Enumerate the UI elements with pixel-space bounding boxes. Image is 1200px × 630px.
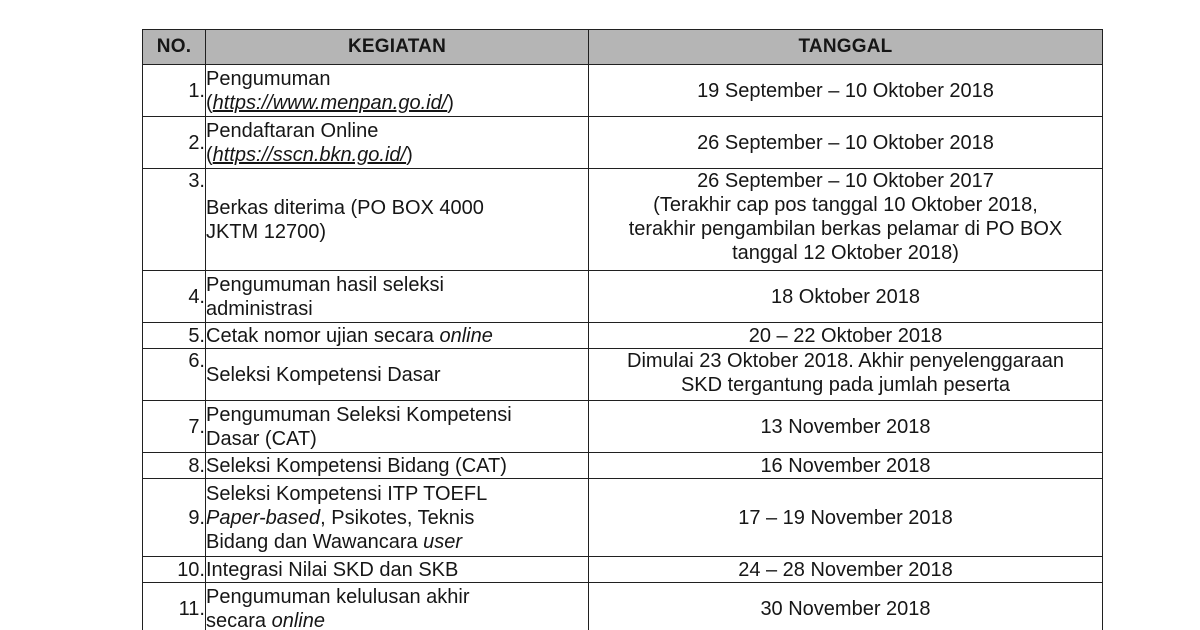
table-row	[143, 65, 1103, 117]
date-cell: 18 Oktober 2018	[589, 271, 1103, 323]
activity-text: Pengumuman kelulusan akhir	[206, 585, 470, 608]
date-cell: 26 September – 10 Oktober 2018	[589, 117, 1103, 169]
activity-text: Dasar (CAT)	[206, 427, 317, 450]
table-row	[143, 323, 1103, 349]
date-text: SKD tergantung pada jumlah peserta	[680, 374, 1011, 396]
menpan-link[interactable]: https://www.menpan.go.id/	[212, 91, 448, 114]
date-note: (Terakhir cap pos tanggal 10 Oktober 2018,	[653, 194, 1038, 216]
activity-italic: online	[271, 609, 325, 630]
date-cell	[589, 349, 1103, 401]
paren-open: (	[206, 143, 213, 166]
activity-cell	[206, 479, 589, 557]
date-cell: 20 – 22 Oktober 2018	[589, 323, 1103, 349]
table-row	[143, 557, 1103, 583]
date-cell	[589, 169, 1103, 271]
table-row	[143, 583, 1103, 630]
activity-cell	[206, 401, 589, 453]
activity-line	[206, 530, 588, 554]
activity-italic: user	[423, 530, 463, 553]
paren-close: )	[406, 143, 413, 166]
table-row	[143, 169, 1103, 271]
paren-close: )	[447, 91, 454, 114]
table-row	[143, 453, 1103, 479]
activity-text: JKTM 12700)	[206, 220, 327, 243]
activity-text: Pendaftaran Online	[206, 119, 379, 142]
table-row	[143, 401, 1103, 453]
activity-text: Pengumuman Seleksi Kompetensi	[206, 403, 512, 426]
row-number: 1.	[143, 65, 206, 117]
row-number: 3.	[143, 169, 206, 271]
activity-cell	[206, 65, 589, 117]
row-number: 2.	[143, 117, 206, 169]
activity-cell	[206, 169, 589, 271]
activity-italic: online	[439, 324, 493, 347]
activity-text: administrasi	[206, 297, 313, 320]
date-text: Dimulai 23 Oktober 2018. Akhir penyelenggaraan	[627, 350, 1064, 372]
activity-text: Pengumuman hasil seleksi	[206, 273, 444, 296]
date-text: 26 September – 10 Oktober 2017	[697, 170, 994, 192]
date-cell: 17 – 19 November 2018	[589, 479, 1103, 557]
activity-text: Seleksi Kompetensi Dasar	[206, 363, 441, 386]
row-number: 5.	[143, 323, 206, 349]
header-kegiatan: KEGIATAN	[206, 30, 589, 65]
date-cell: 30 November 2018	[589, 583, 1103, 630]
activity-text: Pengumuman	[206, 67, 331, 90]
table-row	[143, 349, 1103, 401]
row-number: 8.	[143, 453, 206, 479]
activity-text: Berkas diterima (PO BOX 4000	[206, 196, 484, 219]
activity-cell	[206, 271, 589, 323]
activity-link-line	[206, 143, 588, 167]
activity-text: Bidang dan Wawancara	[206, 530, 424, 553]
row-number: 4.	[143, 271, 206, 323]
header-tanggal: TANGGAL	[589, 30, 1103, 65]
activity-line	[206, 506, 588, 530]
date-note: tanggal 12 Oktober 2018)	[732, 242, 959, 264]
row-number: 10.	[143, 557, 206, 583]
activity-text: Seleksi Kompetensi ITP TOEFL	[206, 482, 488, 505]
header-no: NO.	[143, 30, 206, 65]
activity-cell: Seleksi Kompetensi Bidang (CAT)	[206, 453, 589, 479]
activity-italic: Paper-based	[206, 506, 321, 529]
table-header-row	[143, 30, 1103, 65]
date-note: terakhir pengambilan berkas pelamar di PO BOX	[628, 218, 1063, 240]
activity-cell	[206, 323, 589, 349]
date-cell: 24 – 28 November 2018	[589, 557, 1103, 583]
activity-text: secara	[206, 609, 272, 630]
row-number: 9.	[143, 479, 206, 557]
activity-cell	[206, 583, 589, 630]
activity-cell	[206, 349, 589, 401]
activity-cell	[206, 117, 589, 169]
row-number: 7.	[143, 401, 206, 453]
schedule-table	[142, 29, 1103, 630]
sscn-link[interactable]: https://sscn.bkn.go.id/	[212, 143, 407, 166]
table-row	[143, 271, 1103, 323]
table-row	[143, 479, 1103, 557]
activity-cell: Integrasi Nilai SKD dan SKB	[206, 557, 589, 583]
table-row	[143, 117, 1103, 169]
paren-open: (	[206, 91, 213, 114]
activity-line	[206, 609, 588, 630]
date-cell: 16 November 2018	[589, 453, 1103, 479]
activity-link-line	[206, 91, 588, 115]
date-cell: 19 September – 10 Oktober 2018	[589, 65, 1103, 117]
activity-text: , Psikotes, Teknis	[320, 506, 475, 529]
row-number: 11.	[143, 583, 206, 630]
activity-text: Cetak nomor ujian secara	[206, 324, 440, 347]
row-number: 6.	[143, 349, 206, 401]
date-cell: 13 November 2018	[589, 401, 1103, 453]
